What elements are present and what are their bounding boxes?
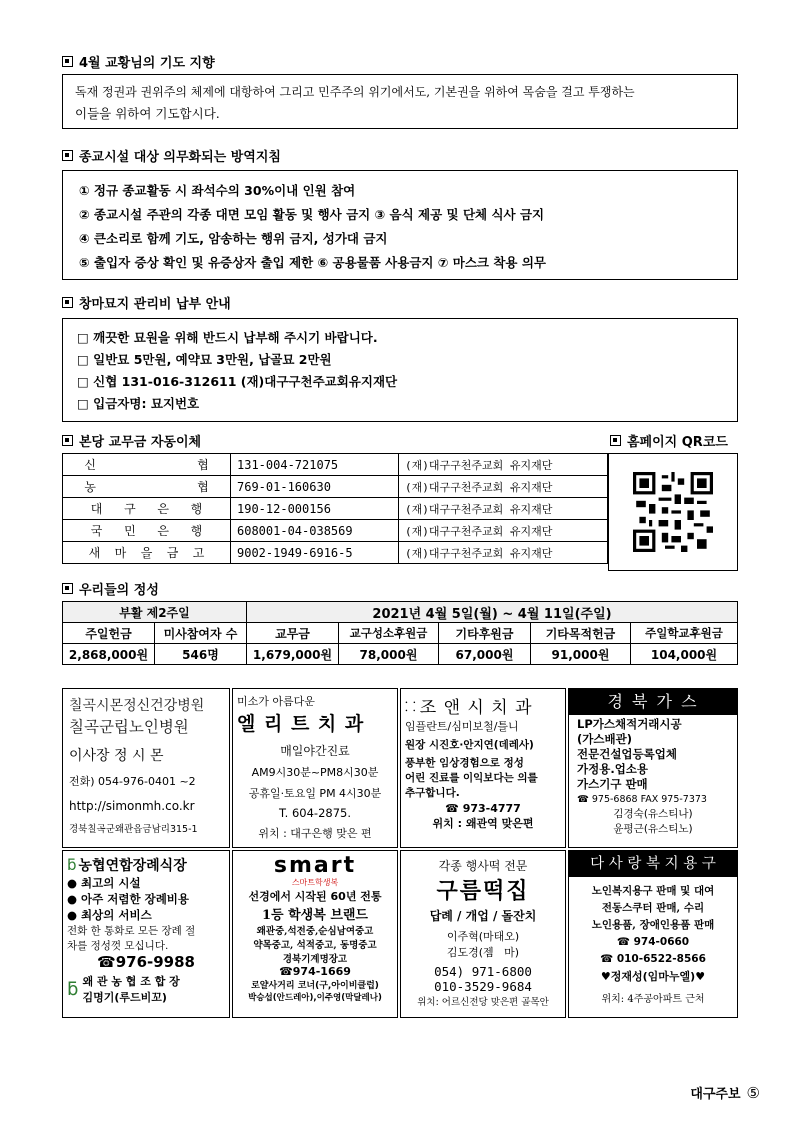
rule-item: ① 정규 종교활동 시 좌석수의 30%이내 인원 참여 xyxy=(79,183,356,198)
offering-table xyxy=(62,601,738,665)
ad-smart-uniform: smart 스마트학생복 선경에서 시작된 60년 전통 1등 학생복 브랜드 왜관중,석전중,순심남여중고 약목중고, 석적중고, 동명중고 경북기계명장고 ☎974-1669 로얄사거리 코너(구,아이비클럽) 박승섭(안드레아),이주영(막달레나) xyxy=(232,850,398,1018)
square-bullet-icon xyxy=(62,150,73,161)
cemetery-item: □ 일반묘 5만원, 예약묘 3만원, 납골묘 2만원 xyxy=(77,352,332,367)
rule-item: ② 종교시설 주관의 각종 대면 모임 활동 및 행사 금지 ③ 음식 제공 및 단체 식사 금지 xyxy=(79,207,545,222)
cemetery-section-title: 창마묘지 관리비 납부 안내 xyxy=(62,293,231,312)
ad-gureum-rice-cake: 각종 행사떡 전문 구름떡집 답례 / 개업 / 돌잔치 이주혁(마태오) 김도경(젬 마) 054) 971-6800 010-3529-9684 위치: 어르신전당 맞은편 골목안 xyxy=(400,850,566,1018)
rules-box xyxy=(62,170,738,280)
table-row: 주일헌금 미사참여자 수 교무금 교구성소후원금 기타후원금 기타목적헌금 주일학교후원금 xyxy=(63,623,738,644)
ad-joanshi-dental: ⸬ 조 앤 시 치 과 임플란트/심미보철/틀니 원장 시진호·안지연(데레사) 풍부한 임상경험으로 정성 어린 진료를 이익보다는 의를 추구합니다. ☎ 973-4777 위치 : 왜관역 맞은편 xyxy=(400,688,566,848)
table-row: 국 민 은 행 608001-04-038569 (재)대구구천주교회 유지재단 xyxy=(63,520,608,542)
account-table xyxy=(62,453,608,564)
prayer-box: 독재 정권과 권위주의 체제에 대항하여 그리고 민주주의 위기에서도, 기본권을 위하여 목숨을 걸고 투쟁하는 이들을 위하여 기도합시다. xyxy=(62,74,738,129)
prayer-section-title: 4월 교황님의 기도 지향 xyxy=(62,52,215,71)
ad-nonghyup-funeral: ƃ 농협연합장례식장 ● 최고의 시설 ● 아주 저렴한 장례비용 ● 최상의 서비스 전화 한 통화로 모든 장례 절 차를 정성껏 모십니다. ☎976-9988 ƃ 왜 관 농 협 조 합 장 김명기(루드비꼬) xyxy=(62,850,230,1018)
offering-section-title: 우리들의 정성 xyxy=(62,579,159,598)
ad-simon-hospital: 칠곡시몬정신건강병원 칠곡군립노인병원 이사장 정 시 몬 전화) 054-976-0401 ~2 http://simonmh.co.kr 경북칠곡군왜관읍금남리315-1 xyxy=(62,688,230,848)
cemetery-item: □ 입금자명: 묘지번호 xyxy=(77,396,200,411)
ad-elite-dental: 미소가 아름다운 엘 리 트 치 과 매일야간진료 AM9시30분~PM8시30분 공휴일·토요일 PM 4시30분 T. 604-2875. 위치 : 대구은행 맞은 편 xyxy=(232,688,398,848)
table-row: 부활 제2주일 2021년 4월 5일(월) ~ 4월 11일(주일) xyxy=(63,602,738,623)
table-row: 농 협 769-01-160630 (재)대구구천주교회 유지재단 xyxy=(63,476,608,498)
rules-section-title: 종교시설 대상 의무화되는 방역지침 xyxy=(62,146,281,165)
transfer-section-title: 본당 교무금 자동이체 xyxy=(62,431,201,450)
table-row: 2,868,000원 546명 1,679,000원 78,000원 67,000원 91,000원 104,000원 xyxy=(63,644,738,665)
table-row: 대 구 은 행 190-12-000156 (재)대구구천주교회 유지재단 xyxy=(63,498,608,520)
qr-box xyxy=(608,453,738,571)
qr-code-icon[interactable] xyxy=(633,472,713,552)
cemetery-item: □ 신협 131-016-312611 (재)대구구천주교회유지재단 xyxy=(77,374,398,389)
rule-item: ④ 큰소리로 함께 기도, 암송하는 행위 금지, 성가대 금지 xyxy=(79,231,388,246)
square-bullet-icon xyxy=(62,435,73,446)
page-number: ⑤ xyxy=(746,1083,760,1102)
square-bullet-icon xyxy=(62,56,73,67)
ad-dasarang-welfare: 다 사 랑 복 지 용 구 노인복지용구 판매 및 대여 전동스쿠터 판매, 수리 노인용품, 장애인용품 판매 ☎ 974-0660 ☎ 010-6522-8566 ♥정재성(임마누엘)♥ 위치: 4주공아파트 근처 xyxy=(568,850,738,1018)
table-row: 신 협 131-004-721075 (재)대구구천주교회 유지재단 xyxy=(63,454,608,476)
nonghyup-logo-icon: ƃ xyxy=(67,856,77,874)
table-row: 새 마 을 금 고 9002-1949-6916-5 (재)대구구천주교회 유지재단 xyxy=(63,542,608,564)
rule-item: ⑤ 출입자 증상 확인 및 유증상자 출입 제한 ⑥ 공용물품 사용금지 ⑦ 마스크 착용 의무 xyxy=(79,255,547,270)
tooth-logo-icon: ⸬ xyxy=(405,699,416,715)
cemetery-box xyxy=(62,318,738,422)
page-footer: 대구주보 ⑤ xyxy=(690,1083,760,1102)
ad-gyeongbuk-gas: 경 북 가 스 LP가스채적거래시공 (가스배관) 전문건설업등록업체 가정용.업소용 가스기구 판매 ☎ 975-6868 FAX 975-7373 김경숙(유스티나) 윤평근(유스티노) xyxy=(568,688,738,848)
square-bullet-icon xyxy=(62,297,73,308)
square-bullet-icon xyxy=(610,435,621,446)
cemetery-item: □ 깨끗한 묘원을 위해 반드시 납부해 주시기 바랍니다. xyxy=(77,330,378,345)
square-bullet-icon xyxy=(62,583,73,594)
nonghyup-logo-icon: ƃ xyxy=(67,978,79,1000)
qr-section-title: 홈페이지 QR코드 xyxy=(610,431,728,450)
